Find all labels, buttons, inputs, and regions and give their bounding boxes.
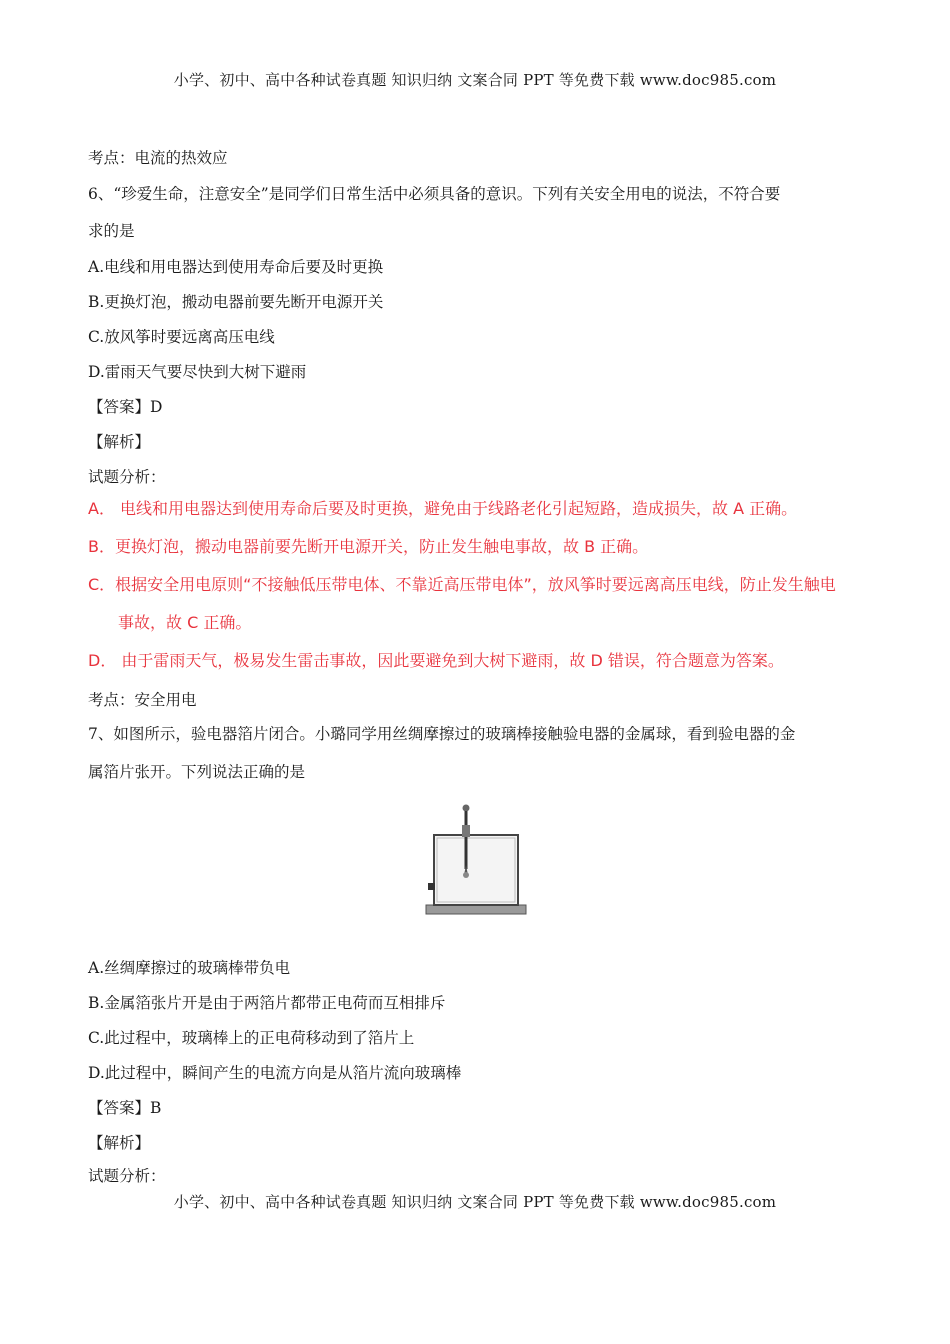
q6-analysis-d: D． 由于雷雨天气，极易发生雷击事故，因此要避免到大树下避雨，故 D 错误，符合题意为答案。	[88, 651, 784, 670]
page-footer: 小学、初中、高中各种试卷真题 知识归纳 文案合同 PPT 等免费下载 www.doc985.com	[173, 1193, 777, 1211]
q7-option-b: B.金属箔张片开是由于两箔片都带正电荷而互相排斥	[88, 994, 446, 1012]
q6-option-c: C.放风筝时要远离高压电线	[88, 328, 275, 346]
q6-analysis-a: A． 电线和用电器达到使用寿命后要及时更换，避免由于线路老化引起短路，造成损失，故 A 正确。	[88, 499, 798, 518]
q6-stem-line1: 6、“珍爱生命，注意安全”是同学们日常生活中必须具备的意识。下列有关安全用电的说法，不符合要	[88, 185, 781, 203]
q7-option-d: D.此过程中，瞬间产生的电流方向是从箔片流向玻璃棒	[88, 1064, 462, 1082]
q7-analysis-intro: 试题分析：	[88, 1167, 166, 1185]
page-header: 小学、初中、高中各种试卷真题 知识归纳 文案合同 PPT 等免费下载 www.doc985.com	[173, 71, 777, 89]
q5-topic: 考点：电流的热效应	[88, 149, 228, 167]
q6-answer: 【答案】D	[88, 398, 163, 416]
q6-stem-line2: 求的是	[88, 222, 135, 240]
electroscope-figure	[420, 803, 532, 918]
q6-option-a: A.电线和用电器达到使用寿命后要及时更换	[88, 258, 384, 276]
q6-analysis-c-cont: 事故，故 C 正确。	[118, 613, 252, 632]
q6-option-b: B.更换灯泡，搬动电器前要先断开电源开关	[88, 293, 384, 311]
q6-analysis-intro: 试题分析：	[88, 468, 166, 486]
q7-answer: 【答案】B	[88, 1099, 162, 1117]
q7-stem-line1: 7、如图所示，验电器箔片闭合。小璐同学用丝绸摩擦过的玻璃棒接触验电器的金属球，看到验电器的金	[88, 725, 796, 743]
q6-analysis-b: B．更换灯泡，搬动电器前要先断开电源开关，防止发生触电事故，故 B 正确。	[88, 537, 649, 556]
q6-analysis-label: 【解析】	[88, 433, 151, 451]
q7-option-c: C.此过程中，玻璃棒上的正电荷移动到了箔片上	[88, 1029, 415, 1047]
q6-analysis-c: C．根据安全用电原则“不接触低压带电体、不靠近高压带电体”，放风筝时要远离高压电线，防止发生触电	[88, 575, 836, 594]
q7-analysis-label: 【解析】	[88, 1134, 151, 1152]
q7-option-a: A.丝绸摩擦过的玻璃棒带负电	[88, 959, 291, 977]
q7-stem-line2: 属箔片张开。下列说法正确的是	[88, 763, 306, 781]
q6-option-d: D.雷雨天气要尽快到大树下避雨	[88, 363, 307, 381]
q6-topic: 考点：安全用电	[88, 691, 197, 709]
